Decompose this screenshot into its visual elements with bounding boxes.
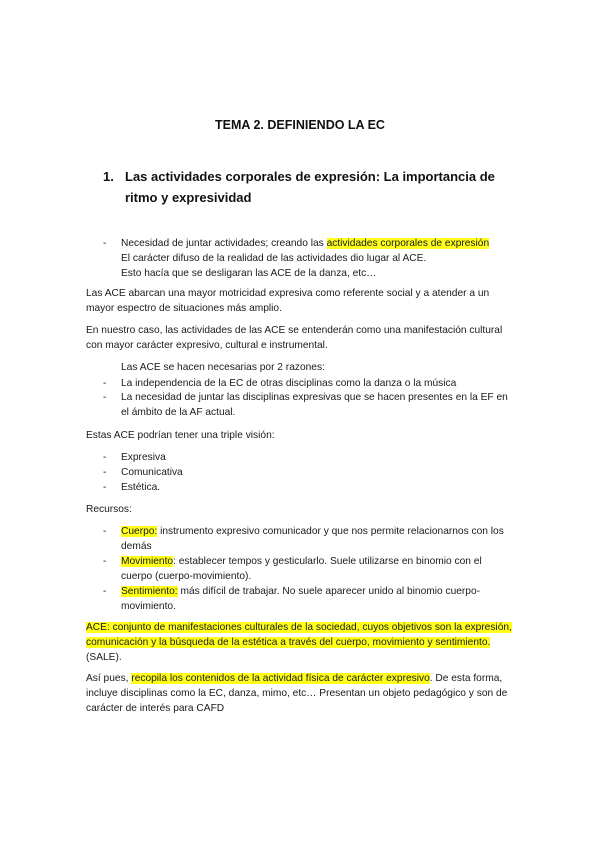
closing-line-3: carácter de interés para CAFD xyxy=(86,703,225,714)
list-item-text xyxy=(121,554,508,584)
bullet-dash: - xyxy=(103,526,107,537)
intro-line-3: Esto hacía que se desligaran las ACE de la danza, etc… xyxy=(121,268,377,279)
intro-line-1-text: Necesidad de juntar actividades; creando las xyxy=(121,238,327,249)
resource-description: más difícil de trabajar. No suele aparecer unido al binomio cuerpo-movimiento. xyxy=(121,586,481,612)
bullet-dash: - xyxy=(103,586,107,597)
vision-intro: Estas ACE podrían tener una triple visión: xyxy=(86,430,275,441)
page-title: TEMA 2. DEFINIENDO LA EC xyxy=(215,118,385,132)
closing-line-1 xyxy=(86,671,502,686)
highlight-term: Cuerpo: xyxy=(121,526,158,537)
list-item-text: Expresiva xyxy=(121,452,166,463)
list-item xyxy=(103,450,403,465)
list-item xyxy=(103,376,523,391)
list-item-text: La independencia de la EC de otras disciplinas como la danza o la música xyxy=(121,378,457,389)
paragraph-ace-scope: Las ACE abarcan una mayor motricidad expresiva como referente social y a atender a un mayor espectro de situaciones más amplio. xyxy=(86,288,490,314)
list-item xyxy=(103,554,508,584)
highlight-term: Sentimiento: xyxy=(121,586,178,597)
highlight-term: Movimiento xyxy=(121,556,174,567)
highlight-definition: ACE: conjunto de manifestaciones culturales de la sociedad, cuyos objetivos son la expresión, xyxy=(86,622,512,633)
heading-text: Las actividades corporales de expresión: La importancia de ritmo y expresividad xyxy=(125,169,495,205)
definition-line-1 xyxy=(86,620,512,635)
list-item xyxy=(103,390,518,420)
reasons-intro: Las ACE se hacen necesarias por 2 razones: xyxy=(121,362,325,373)
list-item-text: Comunicativa xyxy=(121,467,183,478)
closing-post: . De esta forma, xyxy=(429,673,503,684)
resource-description: : establecer tempos y gesticularlo. Suele utilizarse en binomio con el cuerpo (cuerpo-movimiento). xyxy=(121,556,482,582)
bullet-dash: - xyxy=(103,452,107,463)
closing-line-2: incluye disciplinas como la EC, danza, mimo, etc… Presentan un objeto pedagógico y son de xyxy=(86,688,508,699)
resource-description: instrumento expresivo comunicador y que nos permite relacionarnos con los demás xyxy=(121,526,504,552)
list-item xyxy=(103,524,508,554)
bullet-dash: - xyxy=(103,482,107,493)
section-heading xyxy=(103,166,523,208)
list-item-text: Estética. xyxy=(121,482,161,493)
bullet-dash: - xyxy=(103,378,107,389)
paragraph-our-case: En nuestro caso, las actividades de las ACE se entenderán como una manifestación cultural con mayor carácter expresivo, cultural e instrumental. xyxy=(86,325,503,351)
list-item-text: La necesidad de juntar las disciplinas expresivas que se hacen presentes en la EF en el ámbito de la AF actual. xyxy=(121,392,508,418)
closing-pre: Así pues, xyxy=(86,673,132,684)
definition-line-2 xyxy=(86,635,490,650)
list-item xyxy=(103,480,403,495)
bullet-dash: - xyxy=(103,467,107,478)
list-item xyxy=(103,584,483,614)
highlight-ace-term: actividades corporales de expresión xyxy=(326,238,490,249)
highlight-definition: comunicación y la búsqueda de la estética a través del cuerpo, movimiento y sentimiento. xyxy=(86,637,491,648)
bullet-dash: - xyxy=(103,392,107,403)
bullet-dash: - xyxy=(103,556,107,567)
heading-number: 1. xyxy=(103,169,114,184)
definition-source: (SALE). xyxy=(86,652,122,663)
list-item-text xyxy=(121,524,508,554)
intro-line-2: El carácter difuso de la realidad de las actividades dio lugar al ACE. xyxy=(121,253,427,264)
bullet-dash: - xyxy=(103,238,107,249)
list-item-text xyxy=(121,584,483,614)
resources-intro: Recursos: xyxy=(86,504,132,515)
list-item xyxy=(103,465,403,480)
highlight-closing: recopila los contenidos de la actividad física de carácter expresivo xyxy=(131,673,430,684)
intro-line-1 xyxy=(121,236,489,251)
